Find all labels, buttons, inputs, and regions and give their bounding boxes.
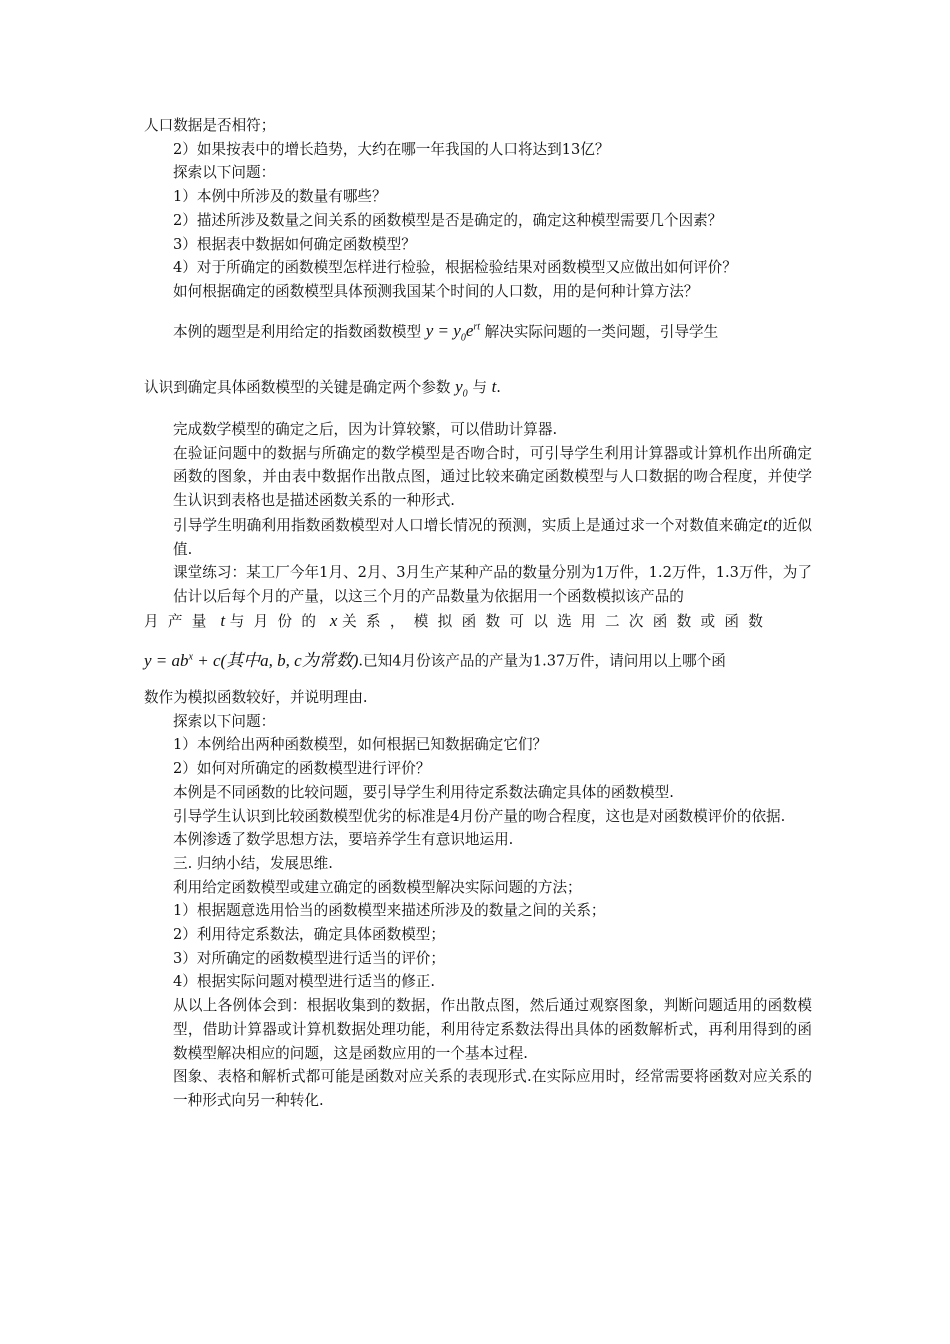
- paragraph-with-formula: [144, 363, 812, 418]
- formula-text: y = y: [425, 321, 461, 341]
- formula-text: y: [455, 376, 463, 396]
- text-run: 与月份的: [229, 612, 326, 630]
- period: .: [496, 378, 501, 396]
- formula-subscript: 0: [462, 388, 468, 400]
- formula-superscript: x: [188, 651, 193, 663]
- formula-subscript: 0: [460, 332, 466, 344]
- formula-exponential-model: [425, 321, 481, 344]
- text-run: 引导学生明确利用指数函数模型对人口增长情况的预测，实质上是通过求一个对数值来确定: [173, 516, 763, 534]
- var-t: t: [220, 610, 226, 630]
- formula-text: y = ab: [144, 651, 189, 671]
- var-t: t: [763, 514, 768, 534]
- paragraph: 完成数学模型的确定之后，因为计算较繁，可以借助计算器.: [173, 421, 558, 439]
- formula-abx-model: [144, 651, 358, 670]
- list-item: 2）如何对所确定的函数模型进行评价？: [173, 760, 431, 778]
- text-run: 解决实际问题的一类问题，引导学生: [484, 323, 719, 341]
- text-run: 的近似值.: [173, 516, 812, 558]
- paragraph: 课堂练习：某工厂今年1月、2月、3月生产某种产品的数量分别为1万件，1.2万件，1.3万件，为了估计以后每个月的产量，以这三个月的产品数量为依据用一个函数模拟该产品的: [173, 564, 812, 605]
- paragraph: 引导学生认识到比较函数模型优劣的标准是4月份产量的吻合程度，这也是对函数模评价的依据.: [173, 807, 786, 825]
- paragraph: 探索以下问题：: [173, 164, 276, 182]
- formula-superscript: rt: [473, 321, 481, 333]
- list-item: 1）本例中所涉及的数量有哪些？: [173, 188, 387, 206]
- list-item: 1）根据题意选用恰当的函数模型来描述所涉及的数量之间的关系；: [173, 902, 606, 920]
- paragraph: 如何根据确定的函数模型具体预测我国某个时间的人口数，用的是何种计算方法？: [173, 282, 699, 300]
- list-item: 4）对于所确定的函数模型怎样进行检验，根据检验结果对函数模型又应做出如何评价？: [173, 259, 737, 277]
- text-run: 与: [472, 378, 487, 396]
- list-item: 3）根据表中数据如何确定函数模型？: [173, 235, 416, 253]
- document-body: [144, 114, 812, 1113]
- paragraph: 探索以下问题：: [173, 712, 276, 730]
- paragraph: 利用给定函数模型或建立确定的函数模型解决实际问题的方法；: [173, 878, 582, 896]
- paragraph-spaced: [144, 609, 812, 634]
- paragraph: 在验证问题中的数据与所确定的数学模型是否吻合时，可引导学生利用计算器或计算机作出所确定函数的图象，并由表中数据作出散点图，通过比较来确定函数模型与人口数据的吻合程度，并使学生认识到表格也是描述函数关系的一种形式.: [173, 444, 812, 510]
- list-item: 2）描述所涉及数量之间关系的函数模型是否是确定的，确定这种模型需要几个因素？: [173, 211, 723, 229]
- paragraph: 人口数据是否相符；: [144, 117, 276, 134]
- paragraph: 图象、表格和解析式都可能是函数对应关系的表现形式.在实际应用时，经常需要将函数对应关系的一种形式向另一种转化.: [173, 1068, 812, 1109]
- text-run: 月产量: [144, 612, 216, 630]
- paragraph: 2）如果按表中的增长趋势，大约在哪一年我国的人口将达到13亿？: [173, 140, 610, 158]
- text-run: .已知4月份该产品的产量为1.37万件，请问用以上哪个函: [358, 653, 726, 671]
- paragraph-with-formula: [144, 633, 812, 686]
- param-t: t: [491, 376, 497, 396]
- text-run: 本例的题型是利用给定的指数函数模型: [173, 323, 422, 341]
- text-run: 认识到确定具体函数模型的关键是确定两个参数: [144, 378, 451, 396]
- paragraph: 本例渗透了数学思想方法，要培养学生有意识地运用.: [173, 831, 514, 849]
- list-item: 4）根据实际问题对模型进行适当的修正.: [173, 973, 436, 991]
- formula-text: + c(其中a, b, c为常数): [192, 651, 359, 671]
- text-run: 关系，模拟函数可以选用二次函数或函数: [342, 612, 773, 630]
- paragraph: 从以上各例体会到：根据收集到的数据，作出散点图，然后通过观察图象，判断问题适用的函数模型，借助计算器或计算机数据处理功能，利用待定系数法得出具体的函数解析式，再利用得到的函数模型解决相应的问题，这是函数应用的一个基本过程.: [173, 997, 812, 1062]
- formula-text: e: [465, 321, 474, 341]
- var-x: x: [329, 610, 338, 630]
- list-item: 3）对所确定的函数模型进行适当的评价；: [173, 949, 445, 967]
- section-heading: 三. 归纳小结，发展思维.: [173, 854, 333, 872]
- paragraph-with-formula: [144, 304, 812, 363]
- paragraph: 数作为模拟函数较好，并说明理由.: [144, 689, 368, 707]
- paragraph: [144, 513, 812, 561]
- list-item: 2）利用待定系数法，确定具体函数模型；: [173, 926, 445, 944]
- list-item: 1）本例给出两种函数模型，如何根据已知数据确定它们？: [173, 736, 548, 754]
- paragraph: 本例是不同函数的比较问题，要引导学生利用待定系数法确定具体的函数模型.: [173, 783, 674, 801]
- param-y0: [455, 376, 468, 400]
